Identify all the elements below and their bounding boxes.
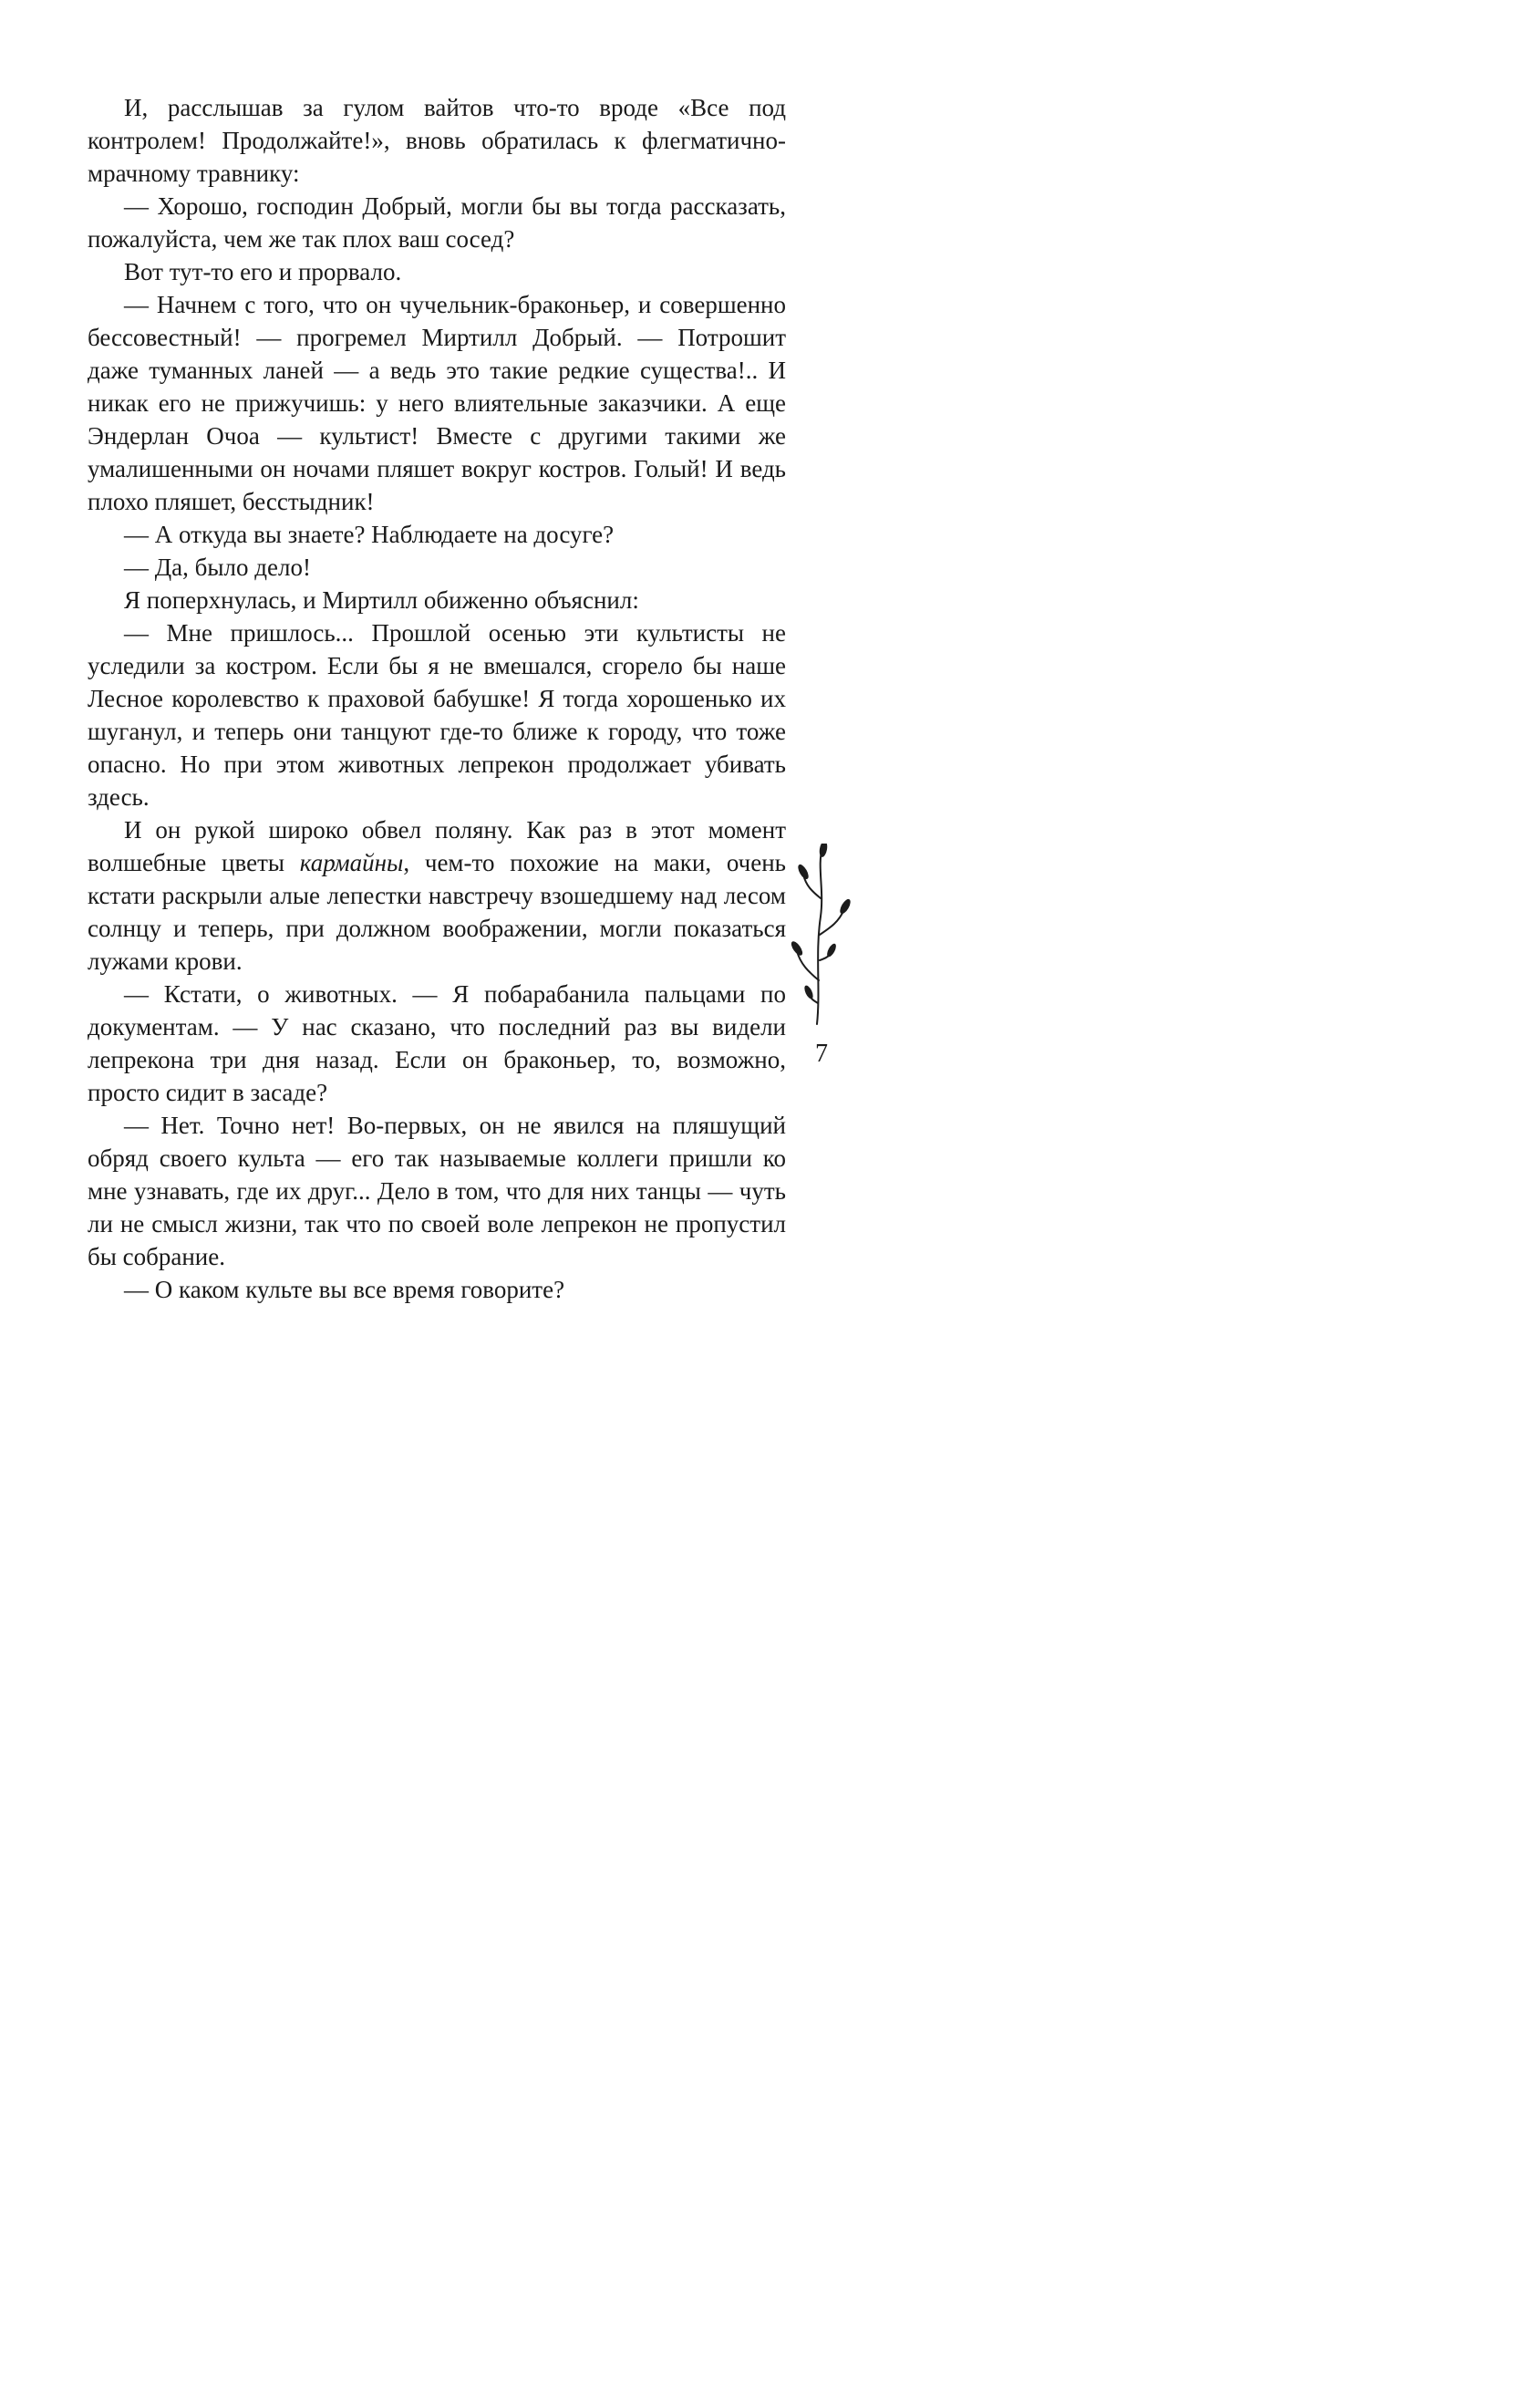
paragraph: — Да, было дело!	[124, 554, 311, 581]
paragraph: — Кстати, о животных. — Я побарабанила пальцами по документам. — У нас сказано, что последний раз вы видели лепрекона три дня назад. Если он браконьер, то, возможно, просто сидит в засаде?	[88, 980, 786, 1106]
paragraph: — Мне пришлось... Прошлой осенью эти культисты не уследили за костром. Если бы я не вмешался, сгорело бы наше Лесное королевство к праховой бабушке! Я тогда хорошенько их шуганул, и теперь они танцуют где-то ближе к городу, что тоже опасно. Но при этом животных лепрекон продолжает убивать здесь.	[88, 619, 786, 811]
paragraph-text: И он рукой широко обвел поляну. Как раз в этот момент волшебные цветы	[88, 816, 786, 876]
paragraph: — А откуда вы знаете? Наблюдаете на досуге?	[124, 521, 615, 548]
paragraph	[88, 813, 786, 978]
text-block	[88, 91, 786, 1306]
paragraph: Я поперхнулась, и Миртилл обиженно объяснил:	[124, 586, 639, 614]
page-number: 7	[815, 1040, 828, 1068]
paragraph-text: , чем-то похожие на маки, очень кстати раскрыли алые лепестки навстречу взошедшему над лесом солнцу и теперь, при должном воображении, могли показаться лужами крови.	[88, 849, 786, 975]
sprig-icon	[790, 844, 853, 1026]
paragraph: Вот тут-то его и прорвало.	[124, 258, 402, 285]
paragraph: — О каком культе вы все время говорите?	[124, 1276, 565, 1303]
italic-term: кармайны	[299, 849, 404, 876]
paragraph: — Нет. Точно нет! Во-первых, он не явился на пляшущий обряд своего культа — его так называемые коллеги пришли ко мне узнавать, где их друг... Дело в том, что для них танцы — чуть ли не смысл жизни, так что по своей воле лепрекон не пропустил бы собрание.	[88, 1112, 786, 1270]
botanical-sprig-ornament	[790, 844, 853, 1026]
paragraph: — Начнем с того, что он чучельник-браконьер, и совершенно бессовестный! — прогремел Миртилл Добрый. — Потрошит даже туманных ланей — а ведь это такие редкие существа!.. И никак его не прижучишь: у него влиятельные заказчики. А еще Эндерлан Очоа — культист! Вместе с другими такими же умалишенными он ночами пляшет вокруг костров. Голый! И ведь плохо пляшет, бесстыдник!	[88, 291, 786, 515]
paragraph: И, расслышав за гулом вайтов что-то вроде «Все под контролем! Продолжайте!», вновь обратилась к флегматично-мрачному травнику:	[88, 94, 786, 187]
paragraph: — Хорошо, господин Добрый, могли бы вы тогда рассказать, пожалуйста, чем же так плох ваш сосед?	[88, 192, 786, 253]
